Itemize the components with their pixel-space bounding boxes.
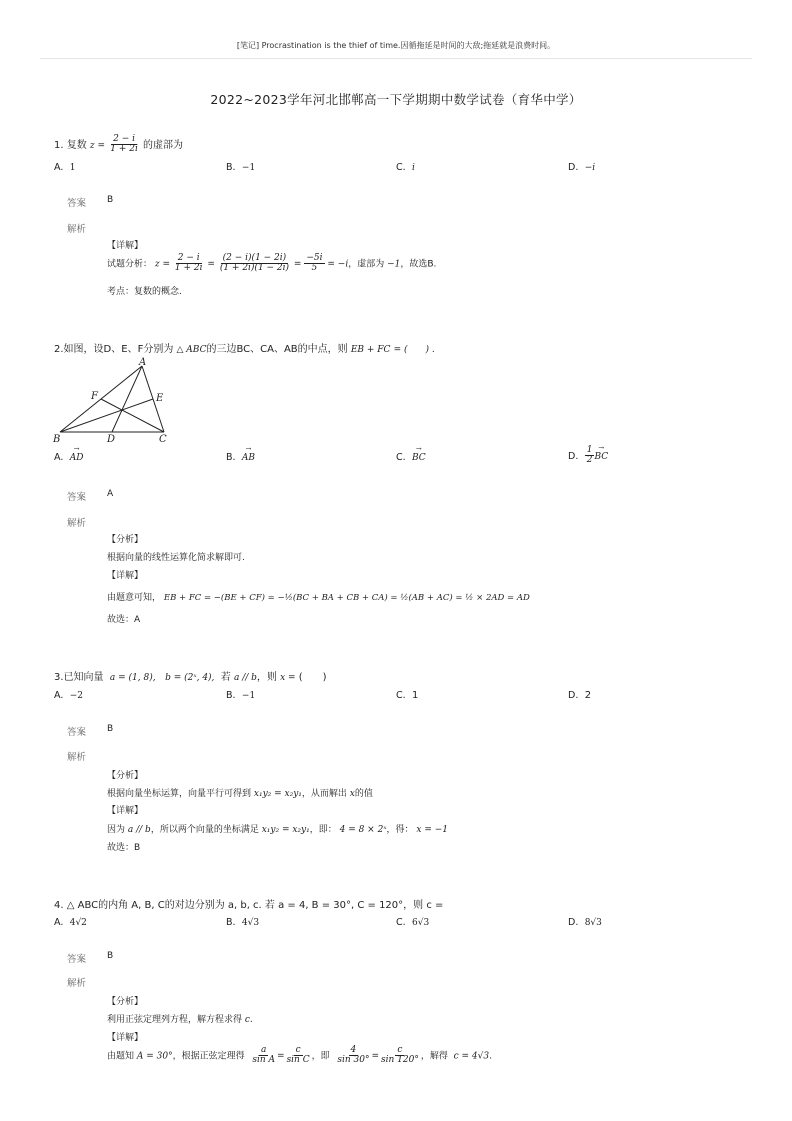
- detail-tag: 【详解】: [107, 806, 144, 816]
- option-c: C. 6√3: [396, 917, 430, 928]
- analysis-tag: 【分析】: [107, 997, 144, 1007]
- option-a: A. → AD: [54, 452, 83, 463]
- question-2-stem: 2.如图，设D、E、F分别为 △ ABC的三边BC、CA、AB的中点，则 EB + FC = ( ) .: [54, 344, 435, 355]
- stem-text: 复数: [66, 139, 87, 151]
- vertex-b-label: B: [53, 434, 61, 445]
- analysis-text: 根据向量坐标运算，向量平行可得到 x₁y₂ = x₂y₁，从而解出 x的值: [107, 789, 373, 799]
- answer-value: B: [107, 724, 114, 734]
- question-3-stem: 3.已知向量 a = (1, 8), b = (2ˣ, 4), 若 a // b，则 x = ( ): [54, 672, 327, 683]
- question-1-stem: [54, 135, 183, 155]
- analysis-text: 根据向量的线性运算化简求解即可.: [107, 553, 245, 563]
- q2-conclusion: 故选：A: [107, 615, 141, 625]
- stem-fraction: $\frac{2 - i}{1 + 2i}$: [110, 134, 138, 155]
- detail-tag: 【详解】: [107, 1033, 144, 1043]
- q1-knowledge-point: 考点：复数的概念.: [107, 287, 182, 297]
- analysis-tag: 【分析】: [107, 771, 144, 781]
- option-d: D. $\frac{1}{2}$ → BC: [568, 446, 608, 466]
- option-b: B. −1: [226, 690, 256, 701]
- option-c: C. → BC: [396, 452, 426, 463]
- point-e-label: E: [156, 393, 164, 404]
- triangle-figure: [52, 356, 182, 448]
- detail-tag: 【详解】: [107, 241, 144, 251]
- option-d: D. 2: [568, 690, 592, 701]
- analysis-tag: 【分析】: [107, 535, 144, 545]
- analysis-label: 解析: [67, 224, 87, 235]
- median-ad: [112, 366, 142, 432]
- option-b: B. 4√3: [226, 917, 260, 928]
- q4-solution-line: 由题知 A = 30°，根据正弦定理得 $\frac{a}{\text{sin A}}$ = $\frac{c}{\text{sin C}}$ ，即 $\frac{4}{\sin 30^\circ}$ = $\frac{c}{\sin 120^\circ}$ ，解得 c = 4√3.: [107, 1045, 492, 1066]
- answer-label: 答案: [67, 492, 87, 503]
- stem-text: 的虚部为: [143, 139, 184, 151]
- header-divider: [40, 58, 752, 59]
- analysis-label: 解析: [67, 518, 87, 529]
- option-a: A. 1: [54, 162, 76, 173]
- option-b: B. −1: [226, 162, 256, 173]
- q3-solution-line: 因为 a // b，所以两个向量的坐标满足 x₁y₂ = x₂y₁，即： 4 = 8 × 2ˣ，得： x = −1: [107, 825, 449, 835]
- option-d: D. 8√3: [568, 917, 602, 928]
- option-c: C. 1: [396, 690, 419, 701]
- answer-value: B: [107, 195, 114, 205]
- answer-label: 答案: [67, 727, 87, 738]
- answer-label: 答案: [67, 954, 87, 965]
- option-d: D. −i: [568, 162, 596, 173]
- q2-solution-line: 由题意可知， EB + FC = −(BE + CF) = −½(BC + BA + CB + CA) = ½(AB + AC) = ½ × 2AD = AD: [107, 593, 530, 603]
- analysis-text: 利用正弦定理列方程，解方程求得 c.: [107, 1015, 253, 1025]
- answer-value: B: [107, 951, 114, 961]
- q3-conclusion: 故选：B: [107, 843, 141, 853]
- option-a: A. 4√2: [54, 917, 87, 928]
- page-header-note: [笔记] Procrastination is the thief of time.因循拖延是时间的大敌;拖延就是浪费时间。: [236, 41, 556, 50]
- analysis-label: 解析: [67, 978, 87, 989]
- option-c: C. i: [396, 162, 415, 173]
- q1-solution-line: 试题分析： z = $\frac{2 - i}{1 + 2i}$ = $\frac{(2 - i)(1 - 2i)}{(1 + 2i)(1 - 2i)}$ = $\frac{-5i}{5}$ = −i，虚部为 −1，故选B.: [107, 253, 437, 274]
- point-d-label: D: [107, 434, 116, 445]
- median-be: [60, 399, 153, 432]
- question-number: 1.: [54, 139, 64, 151]
- stem-math: z =: [89, 140, 106, 151]
- option-b: B. → AB: [226, 452, 255, 463]
- detail-tag: 【详解】: [107, 571, 144, 581]
- option-a: A. −2: [54, 690, 83, 701]
- analysis-label: 解析: [67, 752, 87, 763]
- vertex-c-label: C: [159, 434, 167, 445]
- answer-label: 答案: [67, 198, 87, 209]
- answer-value: A: [107, 489, 114, 499]
- vertex-a-label: A: [139, 357, 147, 368]
- page-title: 2022~2023学年河北邯郸高一下学期期中数学试卷（育华中学）: [210, 92, 582, 107]
- question-4-stem: 4. △ ABC的内角 A, B, C的对边分别为 a, b, c. 若 a = 4, B = 30°, C = 120°，则 c =: [54, 900, 444, 911]
- point-f-label: F: [91, 391, 98, 402]
